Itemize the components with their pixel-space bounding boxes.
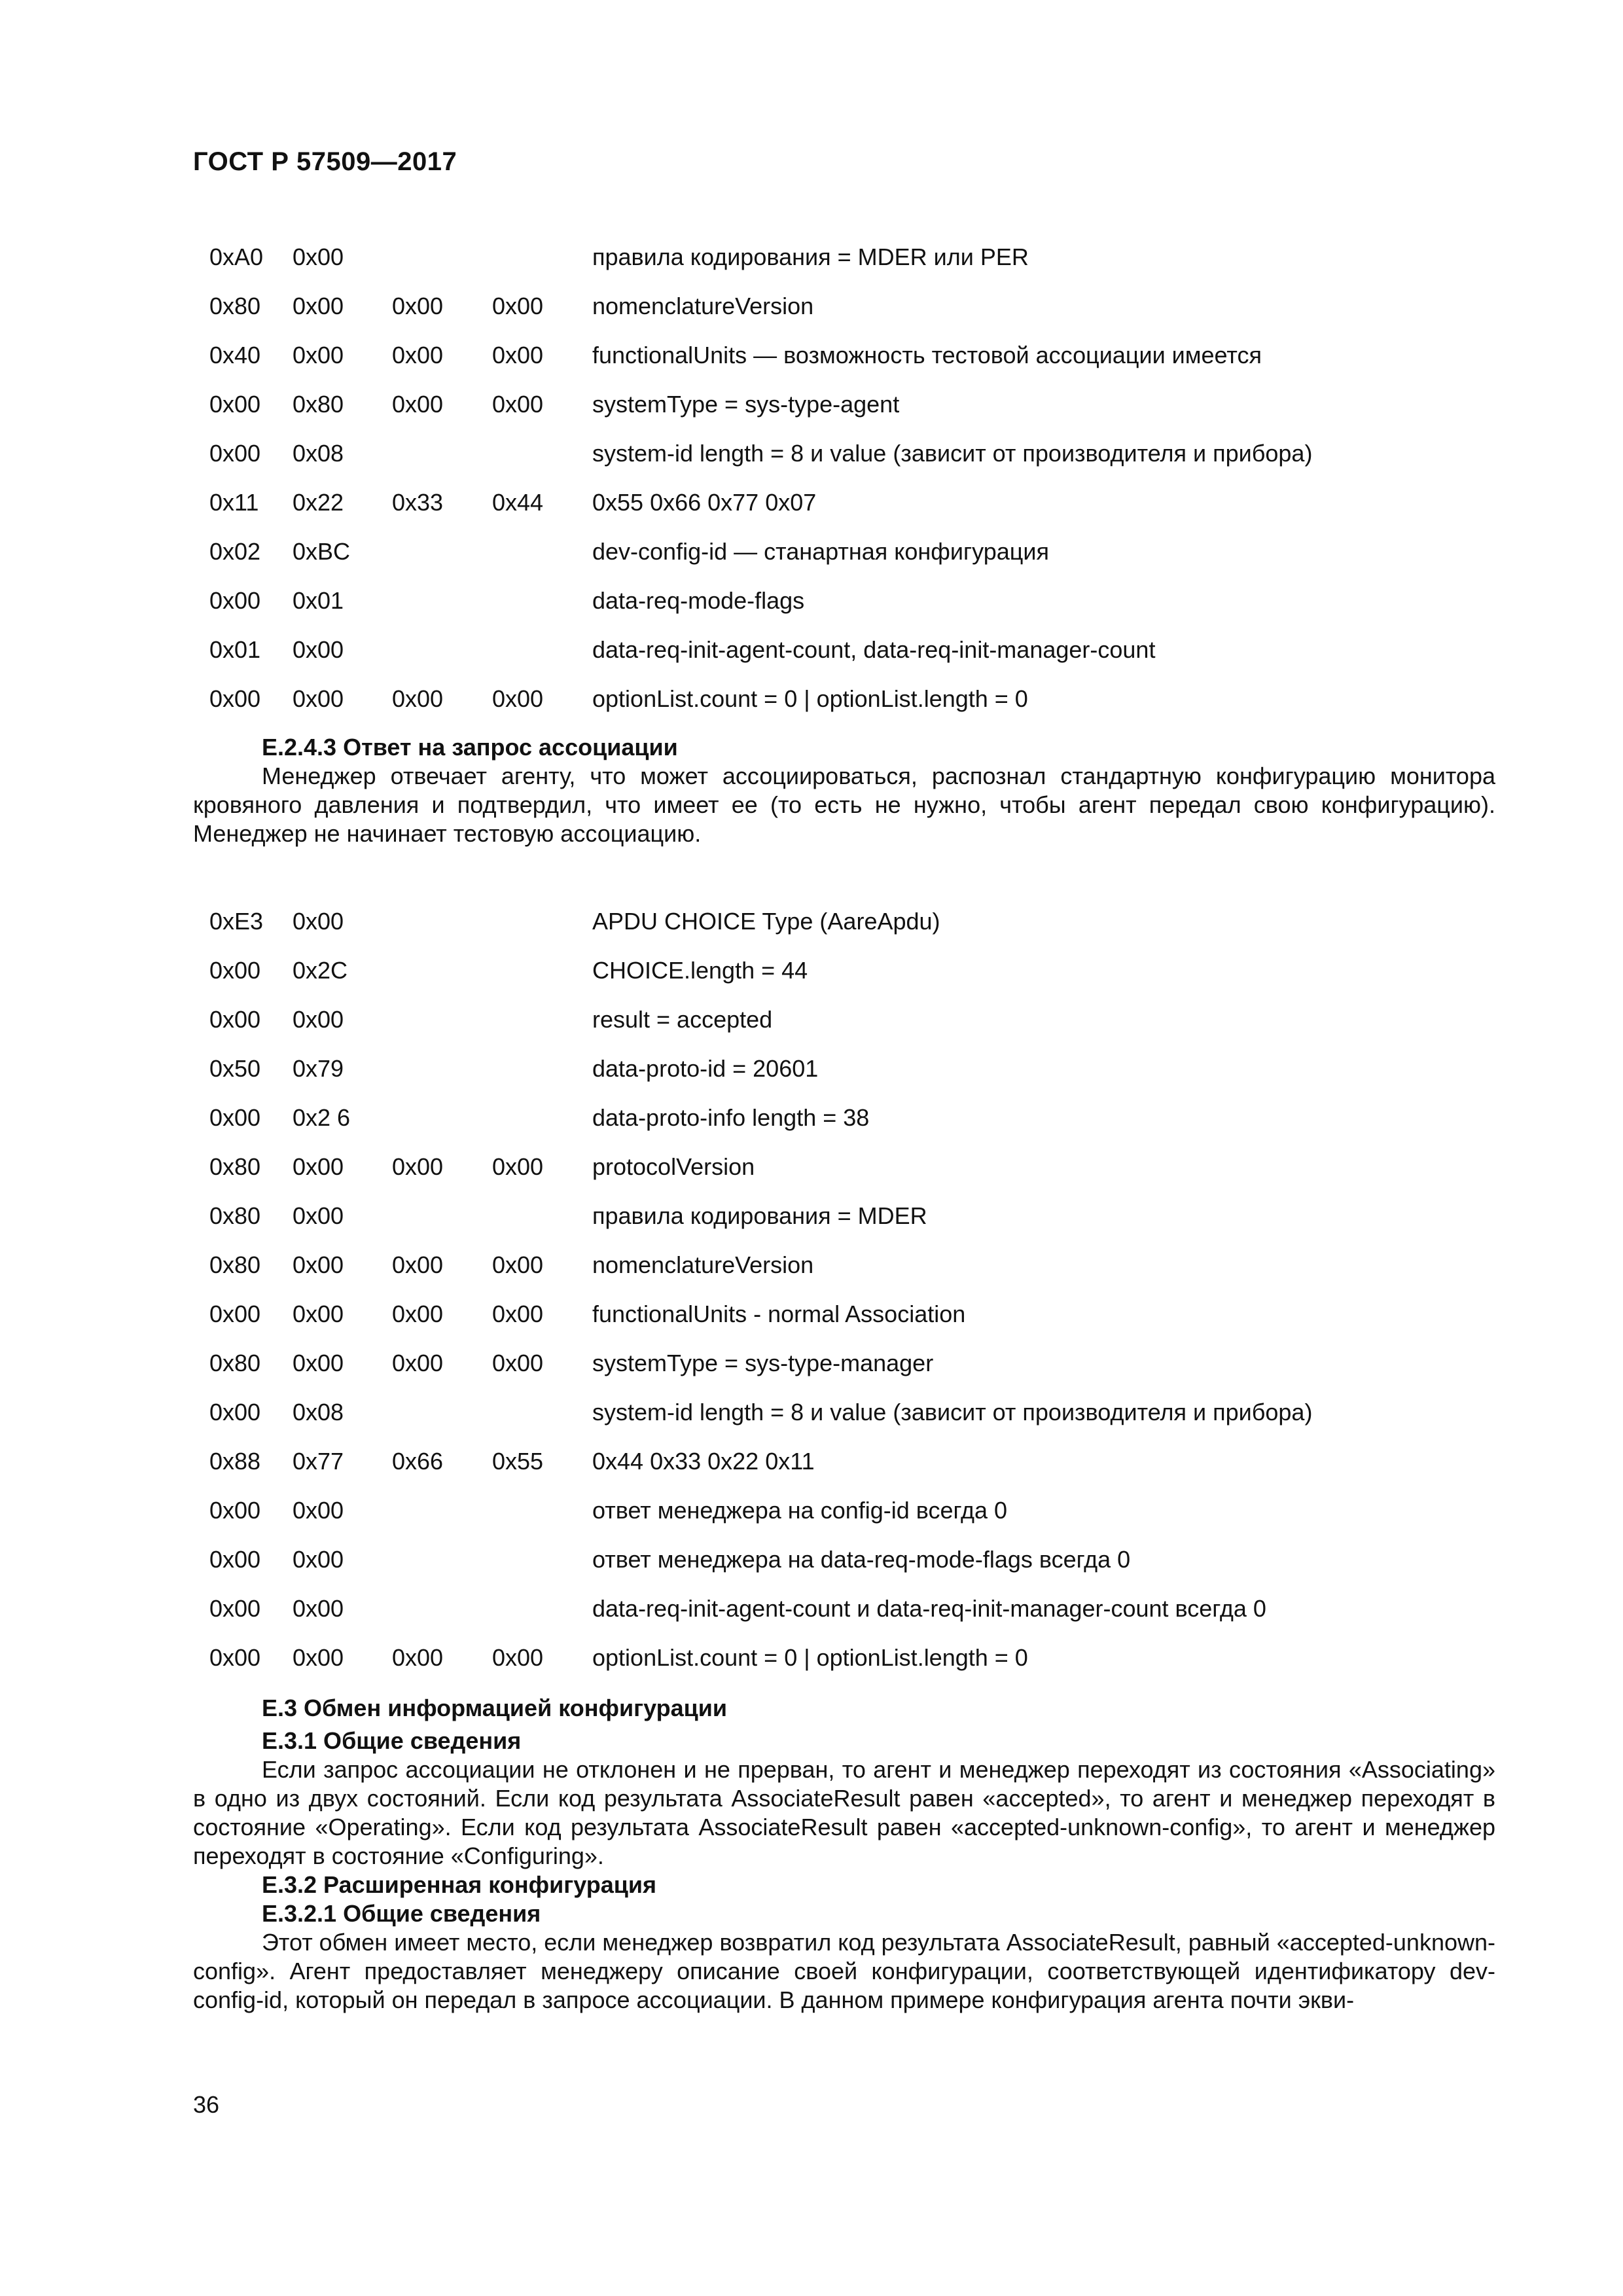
- description-cell: 0x55 0x66 0x77 0x07: [592, 488, 817, 516]
- byte-3-cell: 0x00: [392, 685, 444, 712]
- description-cell: правила кодирования = MDER или PER: [592, 243, 1029, 270]
- table-row: [193, 897, 1508, 946]
- byte-4-cell: [492, 1093, 592, 1142]
- byte-1-cell: 0x00: [209, 956, 261, 984]
- description-cell: APDU CHOICE Type (AareApdu): [592, 907, 940, 935]
- byte-4-cell: [492, 576, 592, 625]
- byte-4-cell: 0x00: [492, 292, 544, 319]
- byte-1-cell: 0x01: [209, 636, 261, 663]
- table-row: [193, 1633, 1508, 1682]
- byte-2-cell: 0x2C: [293, 956, 348, 984]
- byte-2-cell: 0x00: [293, 685, 344, 712]
- description-cell: protocolVersion: [592, 1153, 755, 1180]
- byte-1-cell: 0x80: [209, 1153, 261, 1180]
- byte-3-cell: 0x00: [392, 1300, 444, 1327]
- byte-3-cell: 0x00: [392, 1251, 444, 1278]
- table-row: [193, 478, 1508, 527]
- byte-3-cell: 0x00: [392, 390, 444, 418]
- section-e243: [193, 733, 1495, 848]
- byte-4-cell: [492, 1535, 592, 1584]
- section-e3: [193, 1694, 1495, 2015]
- byte-4-cell: 0x00: [492, 341, 544, 368]
- byte-2-cell: 0x80: [293, 390, 344, 418]
- byte-4-cell: 0x00: [492, 1153, 544, 1180]
- byte-2-cell: 0xBC: [293, 537, 351, 565]
- byte-4-cell: [492, 1388, 592, 1437]
- byte-4-cell: 0x00: [492, 1349, 544, 1376]
- byte-2-cell: 0x08: [293, 1398, 344, 1426]
- paragraph: Этот обмен имеет место, если менеджер возвратил код результата AssociateResult, равный «accepted-unknown-config». Агент предоставляет менеджеру описание своей конфигурации, соответствующей идентификатору dev-config-id, который он передал в запросе ассоциации. В данном примере конфигурация агента почти экви-: [193, 1929, 1495, 2013]
- byte-2-cell: 0x08: [293, 439, 344, 467]
- byte-2-cell: 0x22: [293, 488, 344, 516]
- byte-4-cell: [492, 1044, 592, 1093]
- byte-4-cell: [492, 232, 592, 281]
- byte-1-cell: 0x00: [209, 439, 261, 467]
- byte-3-cell: [392, 576, 492, 625]
- byte-1-cell: 0x80: [209, 1251, 261, 1278]
- byte-3-cell: [392, 1191, 492, 1240]
- byte-1-cell: 0x00: [209, 1545, 261, 1573]
- byte-4-cell: [492, 1584, 592, 1633]
- byte-3-cell: 0x00: [392, 1643, 444, 1671]
- byte-2-cell: 0x00: [293, 1251, 344, 1278]
- byte-1-cell: 0x00: [209, 1005, 261, 1033]
- subsection-heading: E.3.2 Расширенная конфигурация: [262, 1871, 657, 1898]
- description-cell: optionList.count = 0 | optionList.length = 0: [592, 1643, 1028, 1671]
- table-row: [193, 232, 1508, 281]
- byte-2-cell: 0x00: [293, 907, 344, 935]
- description-cell: 0x44 0x33 0x22 0x11: [592, 1447, 815, 1475]
- description-cell: nomenclatureVersion: [592, 292, 814, 319]
- byte-1-cell: 0xE3: [209, 907, 264, 935]
- byte-1-cell: 0x00: [209, 1496, 261, 1524]
- table-row: [193, 1289, 1508, 1338]
- byte-3-cell: [392, 232, 492, 281]
- table-row: [193, 576, 1508, 625]
- page-number: 36: [193, 2091, 220, 2118]
- byte-1-cell: 0x00: [209, 586, 261, 614]
- byte-3-cell: [392, 429, 492, 478]
- byte-1-cell: 0x00: [209, 1643, 261, 1671]
- byte-4-cell: 0x00: [492, 1251, 544, 1278]
- description-cell: data-req-mode-flags: [592, 586, 805, 614]
- description-cell: dev-config-id — станартная конфигурация: [592, 537, 1050, 565]
- byte-2-cell: 0x00: [293, 341, 344, 368]
- byte-1-cell: 0x00: [209, 1300, 261, 1327]
- byte-3-cell: [392, 1486, 492, 1535]
- table-row: [193, 281, 1508, 331]
- byte-1-cell: 0x00: [209, 1103, 261, 1131]
- byte-3-cell: [392, 946, 492, 995]
- byte-4-cell: 0x00: [492, 1643, 544, 1671]
- byte-3-cell: 0x00: [392, 1349, 444, 1376]
- description-cell: result = accepted: [592, 1005, 773, 1033]
- byte-4-cell: [492, 527, 592, 576]
- section-heading: E.2.4.3 Ответ на запрос ассоциации: [262, 734, 678, 761]
- table-row: [193, 1093, 1508, 1142]
- paragraph: Менеджер отвечает агенту, что может ассоциироваться, распознал стандартную конфигурацию монитора кровяного давления и подтвердил, что имеет ее (то есть не нужно, чтобы агент передал свою конфигурацию). Менеджер не начинает тестовую ассоциацию.: [193, 762, 1495, 847]
- table-row: [193, 331, 1508, 380]
- byte-1-cell: 0x80: [209, 1349, 261, 1376]
- byte-2-cell: 0x00: [293, 1005, 344, 1033]
- byte-1-cell: 0x88: [209, 1447, 261, 1475]
- byte-3-cell: [392, 1388, 492, 1437]
- byte-1-cell: 0x80: [209, 1202, 261, 1229]
- byte-2-cell: 0x00: [293, 1643, 344, 1671]
- description-cell: data-proto-id = 20601: [592, 1054, 819, 1082]
- hex-table-association-response: [193, 897, 1508, 1682]
- table-row: [193, 380, 1508, 429]
- byte-2-cell: 0x00: [293, 243, 344, 270]
- table-row: [193, 995, 1508, 1044]
- byte-1-cell: 0x80: [209, 292, 261, 319]
- description-cell: ответ менеджера на config-id всегда 0: [592, 1496, 1008, 1524]
- byte-3-cell: 0x00: [392, 292, 444, 319]
- subsection-heading: E.3.2.1 Общие сведения: [262, 1900, 541, 1927]
- byte-1-cell: 0xA0: [209, 243, 264, 270]
- byte-2-cell: 0x00: [293, 1153, 344, 1180]
- byte-4-cell: [492, 1191, 592, 1240]
- table-row: [193, 1437, 1508, 1486]
- byte-1-cell: 0x40: [209, 341, 261, 368]
- byte-2-cell: 0x00: [293, 1545, 344, 1573]
- description-cell: правила кодирования = MDER: [592, 1202, 927, 1229]
- byte-4-cell: [492, 897, 592, 946]
- table-row: [193, 674, 1508, 723]
- byte-3-cell: 0x33: [392, 488, 444, 516]
- description-cell: data-req-init-agent-count, data-req-init-manager-count: [592, 636, 1156, 663]
- byte-2-cell: 0x2 6: [293, 1103, 351, 1131]
- description-cell: optionList.count = 0 | optionList.length = 0: [592, 685, 1028, 712]
- byte-4-cell: 0x00: [492, 390, 544, 418]
- byte-3-cell: [392, 527, 492, 576]
- byte-4-cell: [492, 625, 592, 674]
- table-row: [193, 1191, 1508, 1240]
- table-row: [193, 1338, 1508, 1388]
- byte-3-cell: [392, 995, 492, 1044]
- table-row: [193, 429, 1508, 478]
- table-row: [193, 946, 1508, 995]
- byte-4-cell: [492, 429, 592, 478]
- table-row: [193, 625, 1508, 674]
- byte-2-cell: 0x00: [293, 1496, 344, 1524]
- byte-3-cell: [392, 625, 492, 674]
- byte-1-cell: 0x00: [209, 685, 261, 712]
- byte-2-cell: 0x00: [293, 1202, 344, 1229]
- subsection-heading: E.3.1 Общие сведения: [262, 1727, 522, 1754]
- byte-2-cell: 0x79: [293, 1054, 344, 1082]
- byte-2-cell: 0x00: [293, 292, 344, 319]
- section-heading: E.3 Обмен информацией конфигурации: [262, 1695, 728, 1721]
- description-cell: systemType = sys-type-agent: [592, 390, 900, 418]
- byte-3-cell: 0x00: [392, 1153, 444, 1180]
- description-cell: ответ менеджера на data-req-mode-flags всегда 0: [592, 1545, 1131, 1573]
- byte-1-cell: 0x02: [209, 537, 261, 565]
- hex-table-association-request: [193, 232, 1508, 723]
- byte-3-cell: [392, 1044, 492, 1093]
- byte-2-cell: 0x01: [293, 586, 344, 614]
- byte-2-cell: 0x77: [293, 1447, 344, 1475]
- description-cell: system-id length = 8 и value (зависит от производителя и прибора): [592, 1398, 1313, 1426]
- byte-4-cell: [492, 946, 592, 995]
- byte-1-cell: 0x11: [209, 488, 259, 516]
- description-cell: functionalUnits - normal Association: [592, 1300, 966, 1327]
- byte-4-cell: 0x00: [492, 685, 544, 712]
- description-cell: nomenclatureVersion: [592, 1251, 814, 1278]
- byte-4-cell: 0x44: [492, 488, 544, 516]
- byte-1-cell: 0x00: [209, 1398, 261, 1426]
- byte-4-cell: 0x00: [492, 1300, 544, 1327]
- table-row: [193, 1388, 1508, 1437]
- byte-2-cell: 0x00: [293, 1594, 344, 1622]
- byte-3-cell: [392, 897, 492, 946]
- table-row: [193, 1584, 1508, 1633]
- table-row: [193, 1240, 1508, 1289]
- byte-2-cell: 0x00: [293, 636, 344, 663]
- table-row: [193, 1486, 1508, 1535]
- page-header-standard: ГОСТ Р 57509—2017: [193, 147, 457, 176]
- byte-4-cell: 0x55: [492, 1447, 544, 1475]
- description-cell: functionalUnits — возможность тестовой ассоциации имеется: [592, 341, 1262, 368]
- byte-4-cell: [492, 995, 592, 1044]
- paragraph: Если запрос ассоциации не отклонен и не прерван, то агент и менеджер переходят из состояния «Associating» в одно из двух состояний. Если код результата AssociateResult равен «accepted», то агент и менеджер переходят в состояние «Operating». Если код результата AssociateResult равен «accepted-unknown-config», то агент и менеджер переходят в состояние «Configuring».: [193, 1756, 1495, 1869]
- byte-3-cell: [392, 1584, 492, 1633]
- byte-3-cell: [392, 1093, 492, 1142]
- table-row: [193, 1044, 1508, 1093]
- table-row: [193, 1535, 1508, 1584]
- byte-1-cell: 0x50: [209, 1054, 261, 1082]
- description-cell: CHOICE.length = 44: [592, 956, 808, 984]
- description-cell: systemType = sys-type-manager: [592, 1349, 934, 1376]
- byte-3-cell: 0x66: [392, 1447, 444, 1475]
- byte-2-cell: 0x00: [293, 1349, 344, 1376]
- description-cell: data-req-init-agent-count и data-req-init-manager-count всегда 0: [592, 1594, 1266, 1622]
- byte-1-cell: 0x00: [209, 1594, 261, 1622]
- description-cell: system-id length = 8 и value (зависит от производителя и прибора): [592, 439, 1313, 467]
- description-cell: data-proto-info length = 38: [592, 1103, 870, 1131]
- byte-2-cell: 0x00: [293, 1300, 344, 1327]
- byte-1-cell: 0x00: [209, 390, 261, 418]
- table-row: [193, 1142, 1508, 1191]
- table-row: [193, 527, 1508, 576]
- byte-4-cell: [492, 1486, 592, 1535]
- byte-3-cell: [392, 1535, 492, 1584]
- byte-3-cell: 0x00: [392, 341, 444, 368]
